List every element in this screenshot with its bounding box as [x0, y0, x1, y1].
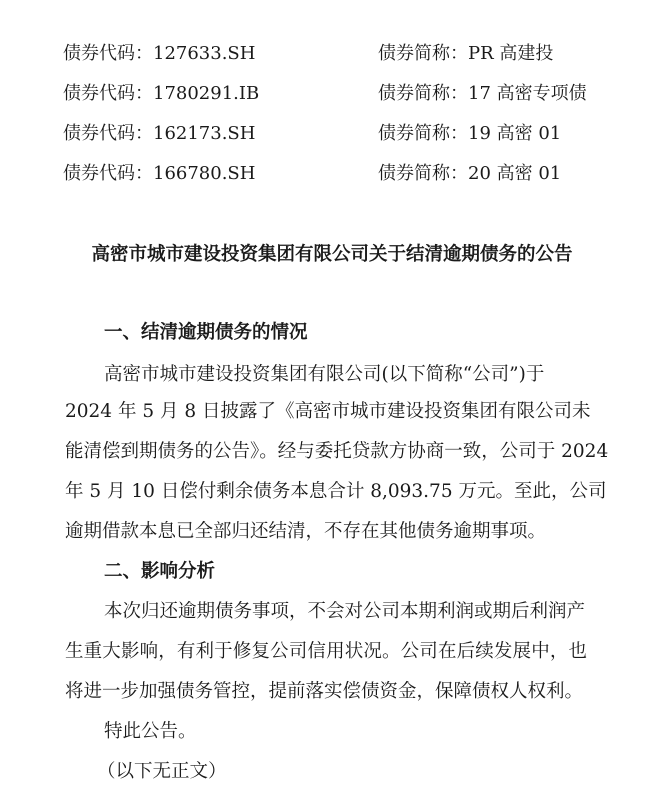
paragraph-line: 高密市城市建设投资集团有限公司(以下简称“公司”)于 [104, 364, 545, 385]
closing-text: 特此公告。 [104, 721, 197, 742]
footer-note: （以下无正文） [97, 761, 227, 782]
section-heading: 二、影响分析 [104, 561, 216, 582]
bond-row [63, 120, 623, 148]
paragraph-line: 将进一步加强债务管控，提前落实偿债资金，保障债权人权利。 [65, 681, 584, 702]
bond-code: 债券代码：1780291.IB [63, 83, 260, 104]
bond-row [63, 160, 623, 188]
bond-row [63, 80, 623, 108]
bond-code: 债券代码：166780.SH [63, 163, 256, 184]
bond-abbr: 债券简称：20 高密 01 [378, 163, 562, 184]
bond-code: 债券代码：127633.SH [63, 43, 256, 64]
announcement-title: 高密市城市建设投资集团有限公司关于结清逾期债务的公告 [91, 244, 573, 265]
paragraph-line: 2024 年 5 月 8 日披露了《高密市城市建设投资集团有限公司未 [65, 401, 591, 422]
paragraph-line: 本次归还逾期债务事项，不会对公司本期利润或期后利润产 [104, 601, 586, 622]
bond-abbr: 债券简称：19 高密 01 [378, 123, 562, 144]
paragraph-line: 能清偿到期债务的公告》。经与委托贷款方协商一致，公司于 2024 [65, 441, 609, 462]
bond-abbr: 债券简称：17 高密专项债 [378, 83, 587, 104]
paragraph-line: 逾期借款本息已全部归还结清，不存在其他债务逾期事项。 [65, 521, 547, 542]
bond-code: 债券代码：162173.SH [63, 123, 256, 144]
bond-abbr: 债券简称：PR 高建投 [378, 43, 554, 64]
bond-row [63, 40, 623, 68]
section-heading: 一、结清逾期债务的情况 [104, 322, 308, 343]
paragraph-line: 生重大影响，有利于修复公司信用状况。公司在后续发展中，也 [65, 641, 587, 662]
paragraph-line: 年 5 月 10 日偿付剩余债务本息合计 8,093.75 万元。至此，公司 [65, 481, 607, 502]
